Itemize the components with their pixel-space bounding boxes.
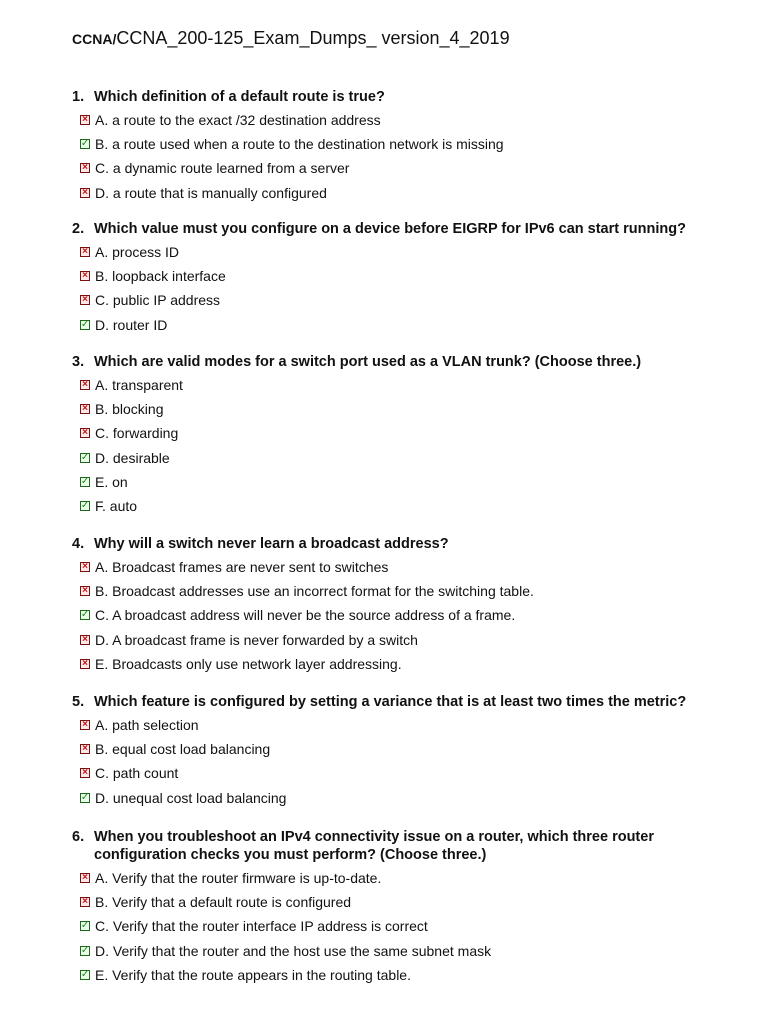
question-text: Which feature is configured by setting a variance that is at least two times the metric? — [94, 694, 687, 710]
question-number: 1. — [72, 89, 85, 105]
checkbox-crossed-icon: × — [80, 768, 90, 778]
question-text: Which value must you configure on a device before EIGRP for IPv6 can start running? — [94, 221, 686, 237]
option-text: F. auto — [95, 498, 138, 515]
answer-option — [72, 494, 732, 518]
option-text: A. Broadcast frames are never sent to switches — [95, 559, 389, 576]
question-text: Which are valid modes for a switch port used as a VLAN trunk? (Choose three.) — [94, 354, 642, 370]
option-text: B. Broadcast addresses use an incorrect format for the switching table. — [95, 583, 534, 600]
option-list — [72, 866, 732, 987]
option-list — [72, 240, 732, 337]
checkbox-checked-icon: ✓ — [80, 318, 90, 330]
option-text: B. loopback interface — [95, 268, 226, 285]
checkbox-crossed-icon: × — [80, 744, 90, 754]
checkbox-crossed-icon: × — [80, 271, 90, 281]
option-text: B. equal cost load balancing — [95, 741, 271, 758]
checkbox-checked-icon: ✓ — [80, 475, 90, 487]
checkbox-checked-icon: ✓ — [80, 944, 90, 956]
title-prefix: CCNA/ — [72, 31, 117, 47]
question-number: 4. — [72, 536, 85, 552]
answer-option — [72, 737, 732, 761]
checkbox-crossed-icon: × — [80, 163, 90, 173]
question-block — [72, 828, 732, 987]
option-text: B. a route used when a route to the destination network is missing — [95, 136, 504, 153]
question-number: 3. — [72, 354, 85, 370]
question-heading — [72, 353, 732, 371]
answer-option — [72, 761, 732, 785]
checkbox-crossed-icon: × — [80, 586, 90, 596]
question-text: Why will a switch never learn a broadcast address? — [94, 536, 449, 552]
answer-option — [72, 108, 732, 132]
option-text: D. desirable — [95, 449, 170, 466]
option-list — [72, 555, 732, 676]
answer-option — [72, 652, 732, 676]
checkbox-crossed-icon: × — [80, 115, 90, 125]
answer-option — [72, 132, 732, 156]
question-heading — [72, 693, 732, 711]
option-text: A. transparent — [95, 377, 183, 394]
checkbox-checked-icon: ✓ — [80, 609, 90, 621]
answer-option — [72, 579, 732, 603]
answer-option — [72, 603, 732, 627]
answer-option — [72, 156, 732, 180]
checkbox-crossed-icon: × — [80, 635, 90, 645]
answer-option — [72, 313, 732, 337]
option-text: D. Verify that the router and the host use the same subnet mask — [95, 942, 492, 959]
option-list — [72, 713, 732, 810]
answer-option — [72, 628, 732, 652]
answer-option — [72, 446, 732, 470]
checkbox-crossed-icon: × — [80, 562, 90, 572]
option-text: E. Verify that the route appears in the routing table. — [95, 966, 411, 983]
option-text: C. forwarding — [95, 425, 179, 442]
answer-option — [72, 373, 732, 397]
option-text: C. path count — [95, 765, 179, 782]
question-number: 6. — [72, 829, 85, 845]
option-text: C. Verify that the router interface IP address is correct — [95, 918, 428, 935]
answer-option — [72, 963, 732, 987]
answer-option — [72, 397, 732, 421]
question-text: Which definition of a default route is true? — [94, 89, 385, 105]
checkbox-checked-icon: ✓ — [80, 138, 90, 150]
question-number: 2. — [72, 221, 85, 237]
answer-option — [72, 939, 732, 963]
answer-option — [72, 555, 732, 579]
option-text: C. public IP address — [95, 292, 221, 309]
option-text: D. unequal cost load balancing — [95, 789, 287, 806]
answer-option — [72, 866, 732, 890]
question-heading — [72, 220, 732, 238]
question-block — [72, 535, 732, 676]
checkbox-crossed-icon: × — [80, 897, 90, 907]
answer-option — [72, 181, 732, 205]
checkbox-crossed-icon: × — [80, 295, 90, 305]
answer-option — [72, 713, 732, 737]
title-main: CCNA_200-125_Exam_Dumps_ version_4_2019 — [116, 28, 510, 48]
option-text: A. Verify that the router firmware is up-to-date. — [95, 870, 382, 887]
question-heading — [72, 88, 732, 106]
option-text: A. process ID — [95, 244, 180, 261]
option-text: A. path selection — [95, 717, 199, 734]
question-text: When you troubleshoot an IPv4 connectivity issue on a router, which three router configuration checks you must perform? (Choose three.) — [94, 829, 654, 863]
question-block — [72, 88, 732, 205]
option-text: C. a dynamic route learned from a server — [95, 160, 350, 177]
checkbox-checked-icon: ✓ — [80, 791, 90, 803]
checkbox-crossed-icon: × — [80, 428, 90, 438]
checkbox-crossed-icon: × — [80, 380, 90, 390]
checkbox-crossed-icon: × — [80, 873, 90, 883]
option-list — [72, 373, 732, 518]
option-text: A. a route to the exact /32 destination address — [95, 112, 381, 129]
question-block — [72, 220, 732, 337]
option-text: D. A broadcast frame is never forwarded by a switch — [95, 631, 418, 648]
option-text: B. blocking — [95, 401, 164, 418]
checkbox-crossed-icon: × — [80, 188, 90, 198]
checkbox-crossed-icon: × — [80, 404, 90, 414]
document-title — [72, 28, 510, 49]
answer-option — [72, 914, 732, 938]
option-text: E. Broadcasts only use network layer addressing. — [95, 655, 402, 672]
answer-option — [72, 786, 732, 810]
option-text: D. a route that is manually configured — [95, 184, 327, 201]
question-block — [72, 693, 732, 810]
question-heading — [72, 535, 732, 553]
checkbox-crossed-icon: × — [80, 659, 90, 669]
answer-option — [72, 240, 732, 264]
option-text: D. router ID — [95, 316, 168, 333]
question-block — [72, 353, 732, 518]
answer-option — [72, 470, 732, 494]
answer-option — [72, 421, 732, 445]
answer-option — [72, 890, 732, 914]
answer-option — [72, 288, 732, 312]
answer-option — [72, 264, 732, 288]
option-text: B. Verify that a default route is configured — [95, 894, 352, 911]
checkbox-checked-icon: ✓ — [80, 451, 90, 463]
question-heading — [72, 828, 732, 864]
checkbox-crossed-icon: × — [80, 247, 90, 257]
checkbox-checked-icon: ✓ — [80, 920, 90, 932]
checkbox-crossed-icon: × — [80, 720, 90, 730]
option-list — [72, 108, 732, 205]
checkbox-checked-icon: ✓ — [80, 500, 90, 512]
option-text: C. A broadcast address will never be the source address of a frame. — [95, 607, 516, 624]
question-number: 5. — [72, 694, 85, 710]
option-text: E. on — [95, 473, 128, 490]
checkbox-checked-icon: ✓ — [80, 968, 90, 980]
